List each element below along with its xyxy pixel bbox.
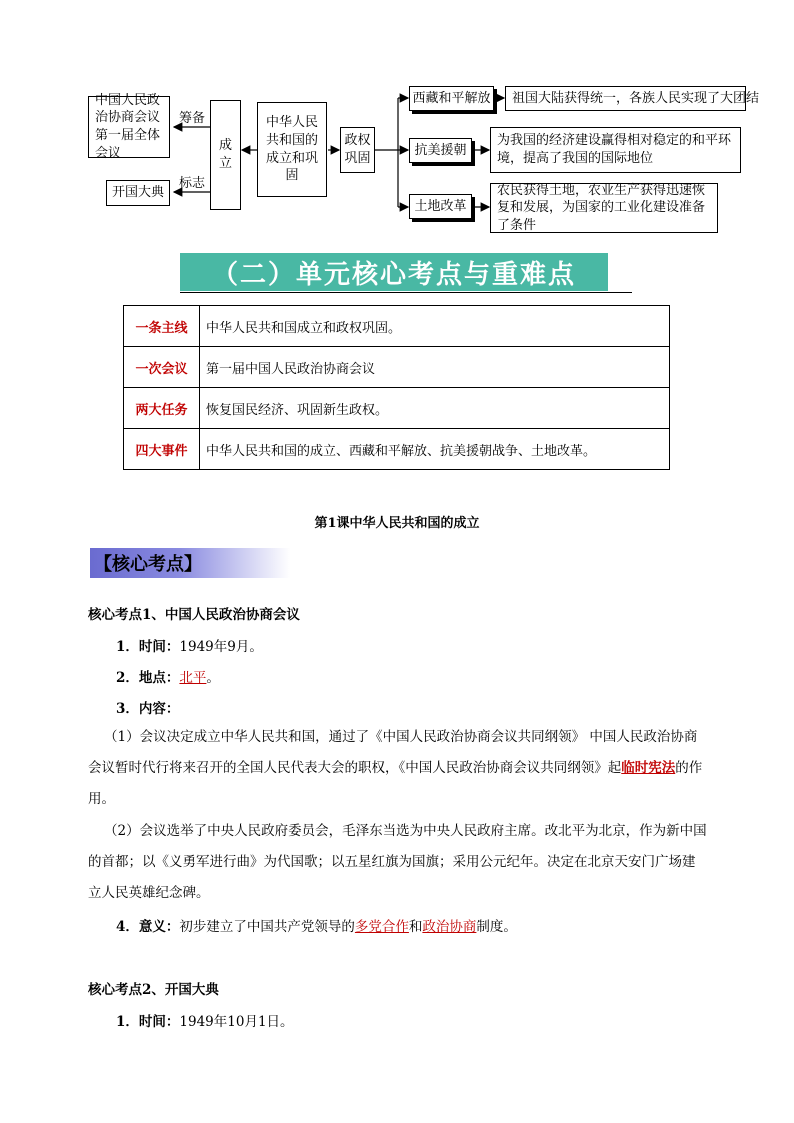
point1-title: 核心考点1、中国人民政治协商会议	[88, 607, 300, 623]
point1-time	[116, 635, 263, 655]
time-label: 1．时间：	[116, 1014, 180, 1030]
sig-and: 和	[408, 919, 423, 935]
place-end: 。	[206, 670, 220, 686]
center-box	[257, 102, 327, 197]
point1-place	[116, 666, 220, 686]
place-label: 2．地点：	[116, 670, 180, 686]
sig-end: 制度。	[476, 919, 517, 935]
event-text-land: 土地改革	[414, 198, 467, 214]
cppcc-box	[88, 92, 170, 161]
row-value: 恢复国民经济、巩固新生政权。	[200, 388, 670, 429]
row-value: 中华人民共和国的成立、西藏和平解放、抗美援朝战争、土地改革。	[200, 429, 670, 470]
summary-table	[123, 305, 670, 470]
result-text-tibet: 祖国大陆获得统一，各族人民实现了大团结	[512, 90, 760, 106]
c1-text: （1）会议决定成立中华人民共和国，通过了《中国人民政治协商会议共同纲领》 中国人民政治协商会议暂时代行将来召开的全国人民代表大会的职权，《中国人民政治协商会议共同纲领》起	[88, 729, 698, 776]
event-text-tibet: 西藏和平解放	[412, 90, 491, 106]
row-key: 一条主线	[124, 306, 200, 347]
cppcc-text: 中国人民政治协商会议第一届全体会议	[95, 92, 161, 161]
section-title: （二）单元核心考点与重难点	[180, 253, 608, 291]
consolidate-text: 政权巩固	[344, 133, 371, 166]
result-text-land: 农民获得土地，农业生产获得迅速恢复和发展，为国家的工业化建设准备了条件	[497, 182, 706, 233]
event-box-korea	[409, 138, 472, 163]
point2-title: 核心考点2、开国大典	[88, 982, 219, 998]
table-row	[124, 429, 670, 470]
row-value: 中华人民共和国成立和政权巩固。	[200, 306, 670, 347]
content-label: 3．内容：	[116, 701, 180, 717]
sig-highlight-2: 政治协商	[422, 919, 477, 935]
founding-box	[210, 100, 241, 210]
row-key: 一次会议	[124, 347, 200, 388]
c1-end: 的作用。	[88, 760, 703, 807]
c2-text: （2）会议选举了中央人民政府委员会，毛泽东当选为中央人民政府主席。改北平为北京，作为新中国的首都；以《义勇军进行曲》为代国歌；以五星红旗为国旗；采用公元纪年。决定在北京天安门广场建立人民英雄纪念碑。	[88, 823, 707, 901]
mark-label: 标志	[179, 176, 206, 191]
result-box-tibet	[505, 86, 760, 111]
point2-time	[116, 1010, 294, 1030]
ceremony-box	[106, 180, 170, 206]
row-value: 第一届中国人民政治协商会议	[200, 347, 670, 388]
result-text-korea: 为我国的经济建设赢得相对稳定的和平环境，提高了我国的国际地位	[497, 133, 732, 166]
table-row	[124, 388, 670, 429]
founding-text: 成立	[218, 138, 232, 171]
prepare-label: 筹备	[179, 111, 206, 126]
table-row	[124, 306, 670, 347]
row-key: 四大事件	[124, 429, 200, 470]
content-paragraph-2	[88, 816, 708, 909]
consolidate-box	[340, 127, 375, 173]
result-box-korea	[490, 127, 741, 173]
content-paragraph-1	[88, 722, 708, 815]
event-box-land	[409, 194, 472, 219]
table-row	[124, 347, 670, 388]
time-label: 1．时间：	[116, 639, 180, 655]
event-text-korea: 抗美援朝	[414, 142, 467, 158]
section-rule	[180, 292, 632, 293]
time-value: 1949年9月。	[179, 639, 263, 655]
center-text: 中华人民共和国的成立和巩固	[266, 115, 319, 184]
sig-label: 4．意义：	[116, 919, 180, 935]
c1-highlight: 临时宪法	[621, 760, 676, 776]
event-box-tibet	[409, 86, 494, 111]
point1-significance	[116, 915, 517, 935]
sig-highlight-1: 多党合作	[354, 919, 409, 935]
row-key: 两大任务	[124, 388, 200, 429]
core-points-header: 【核心考点】	[90, 548, 290, 578]
time-value: 1949年10月1日。	[179, 1014, 294, 1030]
ceremony-text: 开国大典	[111, 185, 164, 201]
result-box-land	[490, 183, 718, 233]
place-value: 北平	[179, 670, 207, 686]
sig-text: 初步建立了中国共产党领导的	[179, 919, 355, 935]
lesson-title: 第1课中华人民共和国的成立	[314, 516, 480, 531]
